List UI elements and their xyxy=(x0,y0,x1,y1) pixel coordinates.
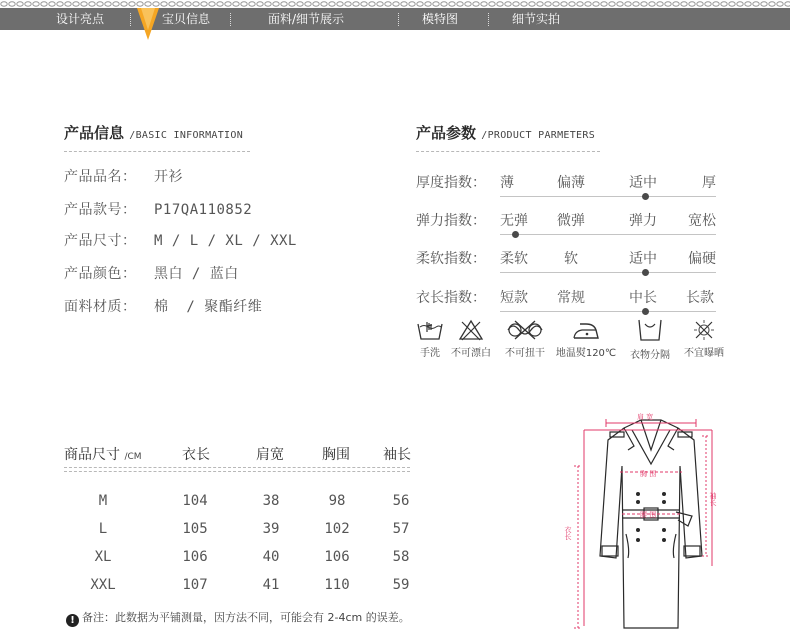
size-value: 107 xyxy=(182,577,208,593)
nav-item-product-info[interactable]: 宝贝信息 xyxy=(162,12,211,26)
product-info-title xyxy=(64,122,243,143)
size-value: 59 xyxy=(392,577,410,593)
no-bleach-icon xyxy=(457,318,485,342)
warning-icon: ! xyxy=(66,614,79,627)
param-option: 薄 xyxy=(500,175,514,191)
param-option: 偏薄 xyxy=(557,175,585,191)
info-row-material xyxy=(64,296,262,316)
care-low-temp-iron xyxy=(554,318,618,359)
info-value: M / L / XL / XXL xyxy=(154,233,297,249)
info-label: 产品品名： xyxy=(64,169,137,185)
info-label: 产品款号： xyxy=(64,202,137,218)
size-label: XXL xyxy=(90,577,116,593)
size-table-title xyxy=(64,444,142,464)
no-sun-dry-icon xyxy=(691,318,717,342)
hand-wash-icon xyxy=(416,318,444,342)
size-value: 58 xyxy=(392,549,410,565)
size-value: 104 xyxy=(182,493,208,509)
nav-item-design-highlights[interactable]: 设计亮点 xyxy=(56,12,105,26)
measurement-note xyxy=(66,609,410,627)
size-value: 39 xyxy=(262,521,280,537)
size-table-unit: /CM xyxy=(124,452,142,462)
size-col-length: 衣长 xyxy=(182,447,210,463)
param-option: 适中 xyxy=(629,251,657,267)
care-label: 衣物分隔 xyxy=(630,350,670,361)
separate-wash-icon xyxy=(636,318,664,344)
param-scale-line xyxy=(500,272,716,273)
info-label: 面料材质： xyxy=(64,299,137,315)
section-divider xyxy=(64,151,250,152)
size-col-chest: 胸围 xyxy=(322,447,350,463)
param-option: 中长 xyxy=(629,290,657,306)
size-label: L xyxy=(98,521,108,537)
info-row-sizes xyxy=(64,230,297,250)
nav-item-detail-photos[interactable]: 细节实拍 xyxy=(512,12,561,26)
info-value: P17QA110852 xyxy=(154,202,253,218)
param-option: 软 xyxy=(564,251,578,267)
param-option: 微弹 xyxy=(557,213,585,229)
nav-divider xyxy=(488,13,489,26)
param-scale-line xyxy=(500,234,716,235)
info-value: 棉 / 聚酯纤维 xyxy=(154,299,263,315)
info-row-name xyxy=(64,166,183,186)
param-selected-dot xyxy=(512,231,519,238)
product-params-title xyxy=(416,122,595,143)
param-selected-dot xyxy=(642,269,649,276)
size-table-divider xyxy=(64,471,410,472)
shoulder-label: 肩 宽 xyxy=(637,413,654,421)
size-value: 41 xyxy=(262,577,280,593)
size-value: 57 xyxy=(392,521,410,537)
top-pattern-border xyxy=(0,0,790,8)
care-separate-wash xyxy=(624,318,676,361)
size-table-title-text: 商品尺寸 xyxy=(64,447,120,463)
param-option: 柔软 xyxy=(500,251,528,267)
size-value: 105 xyxy=(182,521,208,537)
no-wring-icon xyxy=(505,318,545,342)
care-no-sun-dry xyxy=(680,318,728,359)
size-value: 106 xyxy=(182,549,208,565)
note-text: 备注：此数据为平铺测量，因方法不同，可能会有 2-4cm 的误差。 xyxy=(82,611,410,624)
size-value: 56 xyxy=(392,493,410,509)
nav-divider xyxy=(230,13,231,26)
size-col-shoulder: 肩宽 xyxy=(256,447,284,463)
param-option: 厚 xyxy=(702,175,716,191)
size-col-sleeve: 袖长 xyxy=(383,447,411,463)
care-hand-wash xyxy=(414,318,446,359)
care-no-wring xyxy=(500,318,550,359)
low-temp-iron-icon xyxy=(570,318,602,342)
param-option: 短款 xyxy=(500,290,528,306)
info-value: 黑白 / 蓝白 xyxy=(154,266,239,282)
param-option: 无弹 xyxy=(500,213,528,229)
care-label: 不宜曝晒 xyxy=(684,348,724,359)
param-label-elasticity: 弹力指数： xyxy=(416,213,486,229)
info-label: 产品颜色： xyxy=(64,266,137,282)
size-value: 110 xyxy=(324,577,350,593)
waist-label: 腰 围 xyxy=(640,511,657,519)
care-no-bleach xyxy=(446,318,496,359)
size-value: 102 xyxy=(324,521,350,537)
info-row-style-no xyxy=(64,199,252,219)
active-tab-arrow-icon xyxy=(135,8,161,42)
param-option: 常规 xyxy=(557,290,585,306)
size-label: XL xyxy=(94,549,112,565)
nav-divider xyxy=(130,13,131,26)
product-params-subtitle: /PRODUCT PARMETERS xyxy=(481,130,596,141)
param-scale-line xyxy=(500,196,716,197)
chest-label: 胸 围 xyxy=(640,470,657,478)
param-option: 宽松 xyxy=(688,213,716,229)
nav-item-model-photos[interactable]: 模特图 xyxy=(422,12,459,26)
product-info-subtitle: /BASIC INFORMATION xyxy=(129,130,244,141)
info-value: 开衫 xyxy=(154,169,183,185)
sleeve-label: 袖长 xyxy=(709,492,717,506)
care-label: 不可扭干 xyxy=(505,348,545,359)
param-option: 适中 xyxy=(629,175,657,191)
size-value: 40 xyxy=(262,549,280,565)
size-value: 106 xyxy=(324,549,350,565)
param-option: 长款 xyxy=(686,290,714,306)
nav-bar xyxy=(0,8,790,30)
param-option: 弹力 xyxy=(629,213,657,229)
product-params-title-text: 产品参数 xyxy=(416,124,477,142)
param-label-length: 衣长指数： xyxy=(416,290,486,306)
size-table-divider xyxy=(64,467,410,468)
size-label: M xyxy=(98,493,108,509)
param-scale-line xyxy=(500,311,716,312)
coat-outline xyxy=(600,420,702,628)
length-label: 衣长 xyxy=(564,526,572,540)
section-divider xyxy=(416,151,600,152)
param-option: 偏硬 xyxy=(688,251,716,267)
nav-item-fabric-details[interactable]: 面料/细节展示 xyxy=(268,12,345,26)
nav-divider xyxy=(398,13,399,26)
param-selected-dot xyxy=(642,193,649,200)
care-label: 不可漂白 xyxy=(451,348,491,359)
size-value: 38 xyxy=(262,493,280,509)
coat-measurement-diagram xyxy=(566,406,736,628)
info-row-colors xyxy=(64,263,239,283)
product-info-title-text: 产品信息 xyxy=(64,124,125,142)
size-value: 98 xyxy=(328,493,346,509)
param-selected-dot xyxy=(642,308,649,315)
care-label: 手洗 xyxy=(420,348,440,359)
param-label-softness: 柔软指数： xyxy=(416,251,486,267)
info-label: 产品尺寸： xyxy=(64,233,137,249)
param-label-thickness: 厚度指数： xyxy=(416,175,486,191)
care-label: 地温熨120℃ xyxy=(555,348,617,359)
